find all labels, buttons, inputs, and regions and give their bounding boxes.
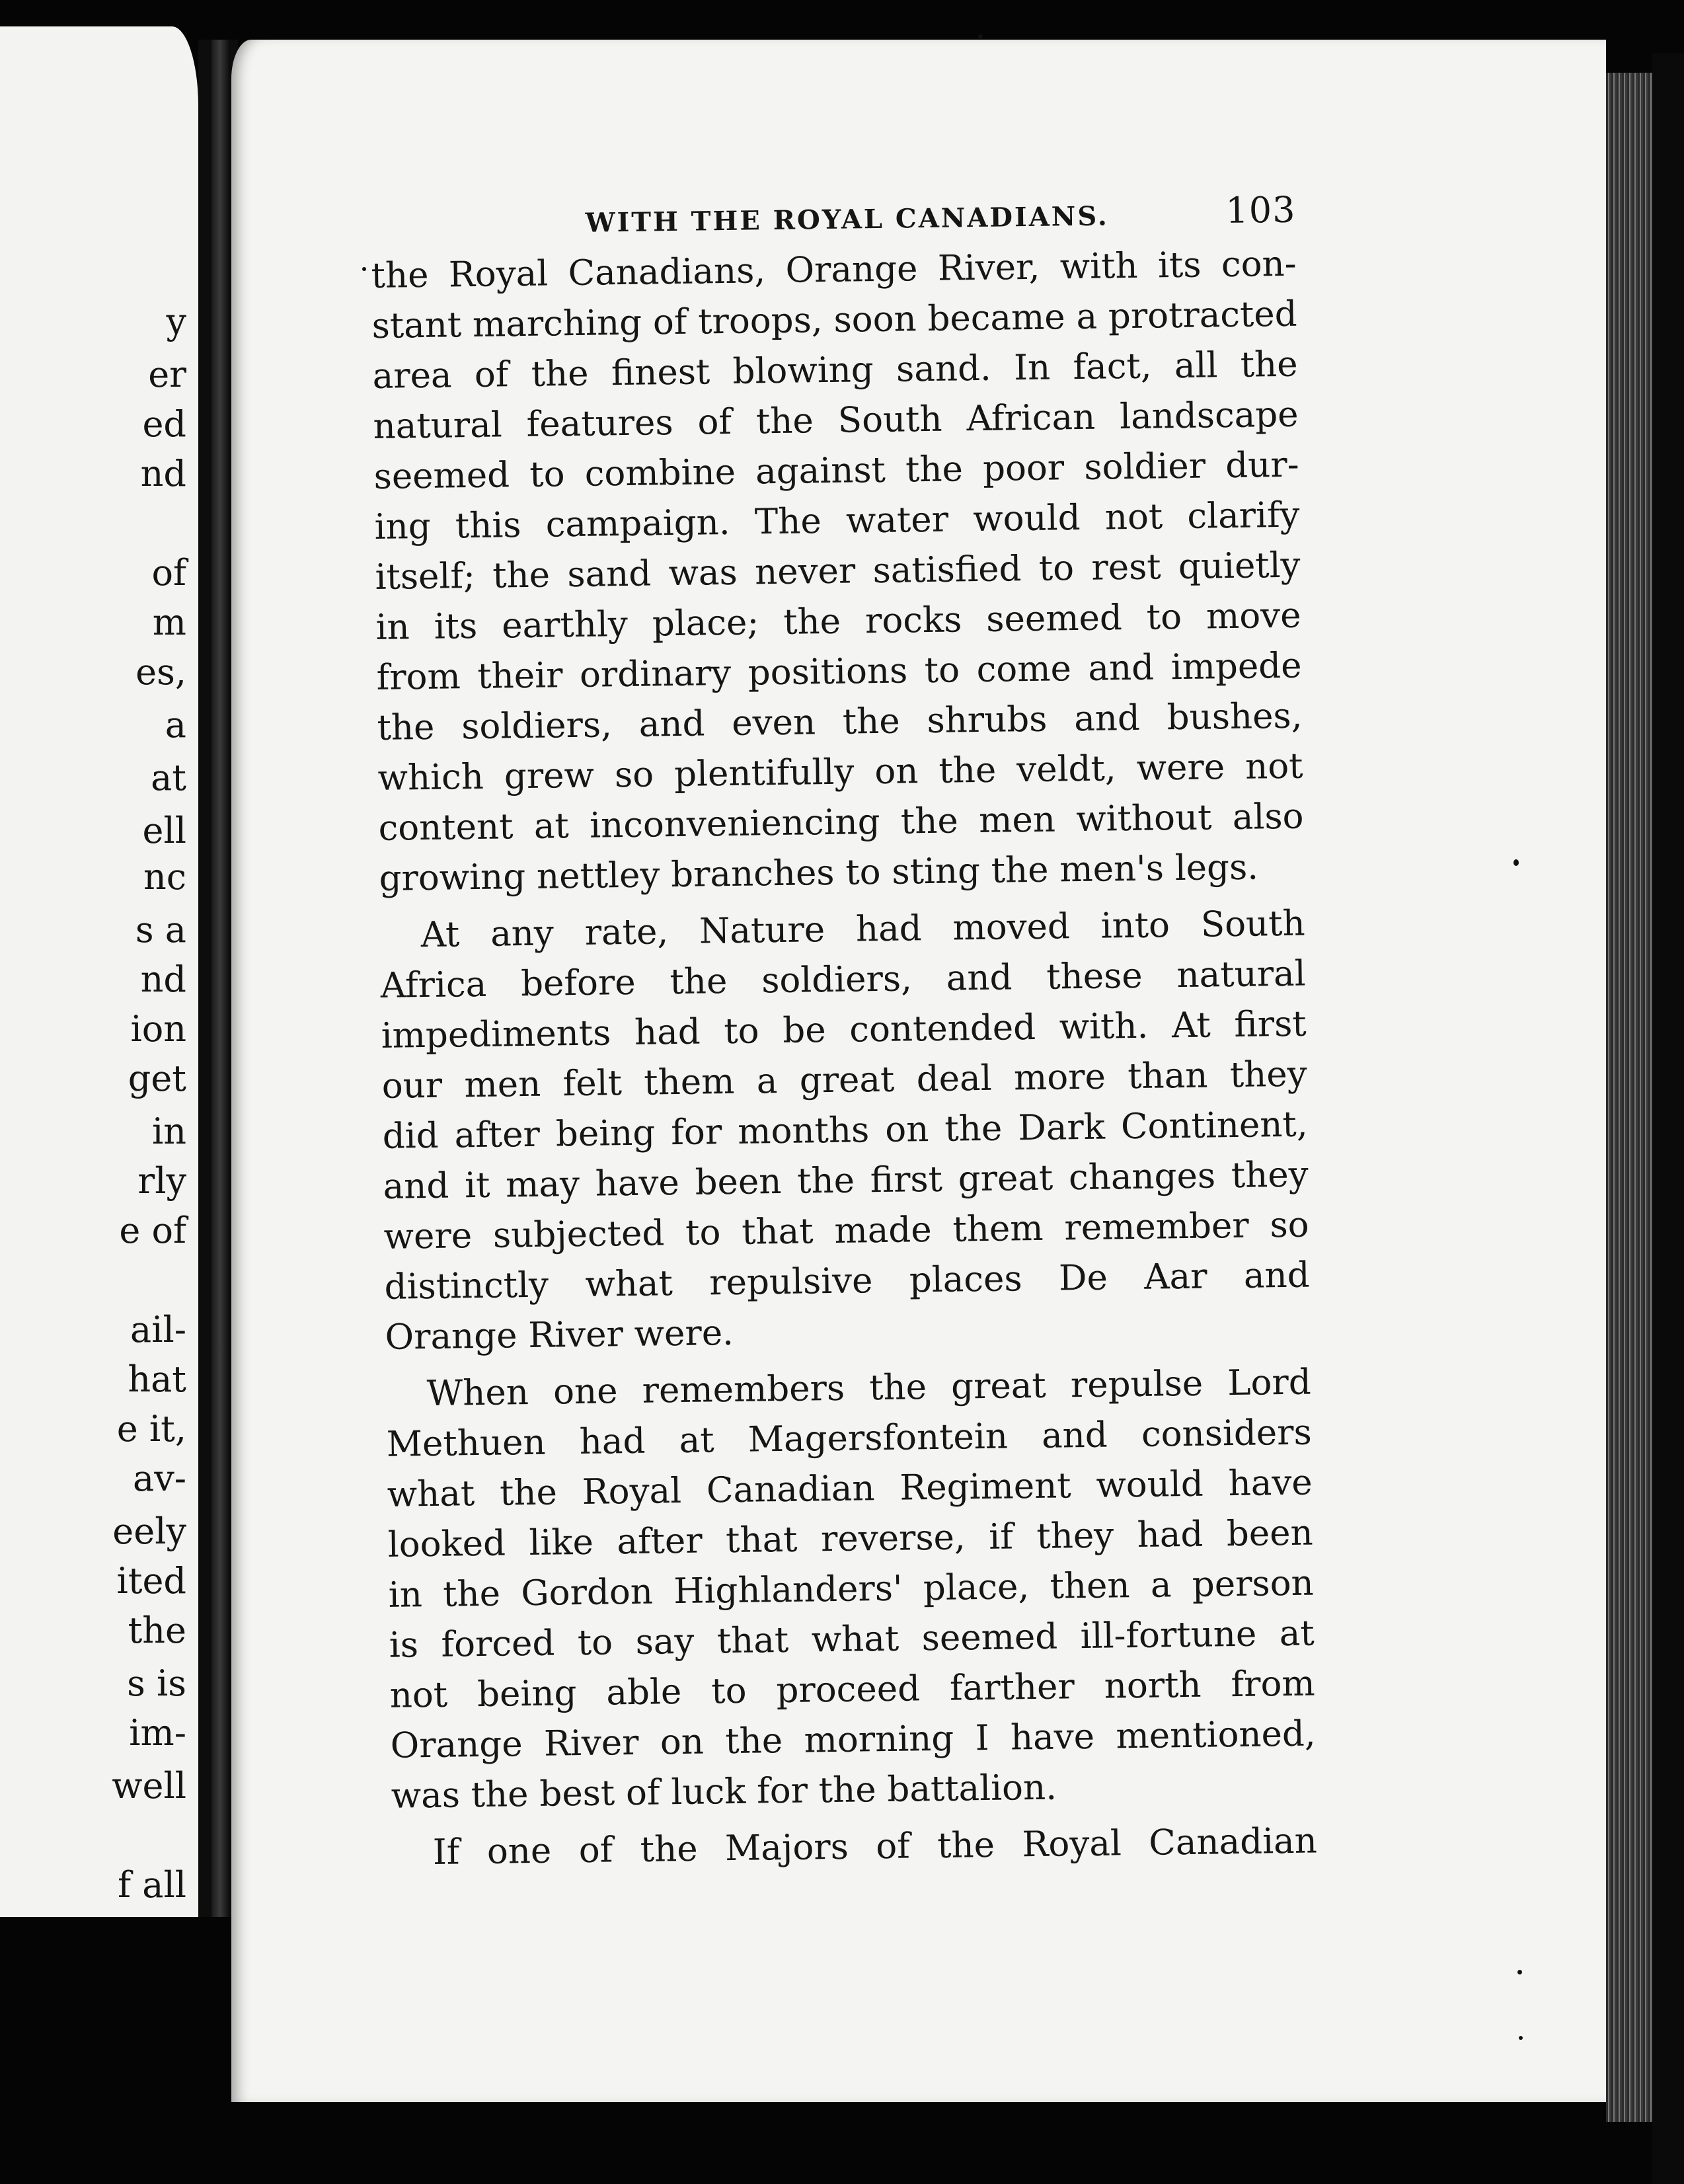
previous-page-fragment: a xyxy=(165,704,186,746)
text-line: distinctly what repulsive places De Aar and xyxy=(384,1255,1310,1307)
previous-page-fragment: nd xyxy=(140,453,186,494)
text-line: and it may have been the first great changes they xyxy=(383,1154,1309,1207)
text-line: our men felt them a great deal more than they xyxy=(381,1054,1307,1107)
text-line: was the best of luck for the battalion. xyxy=(391,1767,1057,1816)
text-line: area of the finest blowing sand. In fact, all the xyxy=(372,344,1298,397)
previous-page-fragment: e of xyxy=(119,1210,186,1251)
previous-page-fragment: in xyxy=(151,1111,186,1152)
previous-page-fragment: eely xyxy=(112,1510,186,1552)
text-line: stant marching of troops, soon became a protracted xyxy=(371,293,1298,346)
page-block-edge xyxy=(1606,73,1659,2122)
text-line: in its earthly place; the rocks seemed to move xyxy=(375,595,1301,648)
text-line: growing nettley branches to sting the men's legs. xyxy=(379,847,1259,899)
previous-page-fragment: hat xyxy=(128,1358,186,1400)
text-line: If one of the Majors of the Royal Canadian xyxy=(432,1820,1318,1873)
page-header xyxy=(370,180,1296,251)
previous-page-fragment: f all xyxy=(118,1864,186,1906)
gutter-edge xyxy=(211,40,229,1917)
previous-page-fragment: es, xyxy=(135,651,186,693)
text-line: from their ordinary positions to come and impede xyxy=(376,645,1302,698)
previous-page-fragment: av- xyxy=(133,1458,186,1499)
previous-page-fragment: ed xyxy=(142,403,186,445)
paragraph xyxy=(385,1358,1317,1822)
previous-page-fragment: er xyxy=(148,354,186,395)
page-content xyxy=(370,180,1317,1879)
text-line: is forced to say that what seemed ill-fortune at xyxy=(389,1613,1315,1666)
previous-page-fragment: s a xyxy=(135,909,186,951)
page-number: 103 xyxy=(1225,188,1296,232)
paragraph xyxy=(371,239,1305,904)
text-line: which grew so plentifully on the veldt, were not xyxy=(377,746,1303,799)
previous-page xyxy=(0,26,198,1917)
book-cover-edge xyxy=(1652,53,1684,2184)
paragraph xyxy=(379,899,1311,1363)
previous-page-fragment: rly xyxy=(137,1160,186,1202)
text-line: the Royal Canadians, Orange River, with its con- xyxy=(371,243,1297,296)
text-line: in the Gordon Highlanders' place, then a person xyxy=(388,1563,1315,1616)
text-line: itself; the sand was never satisfied to rest quietly xyxy=(375,545,1301,598)
text-line: did after being for months on the Dark Continent, xyxy=(382,1104,1308,1157)
text-line: seemed to combine against the poor soldier dur- xyxy=(373,444,1299,497)
previous-page-fragment: get xyxy=(128,1058,186,1099)
running-head: WITH THE ROYAL CANADIANS. xyxy=(585,200,1109,239)
previous-page-fragment: ell xyxy=(142,810,186,851)
previous-page-fragment: nc xyxy=(143,856,186,898)
previous-page-fragment: im- xyxy=(129,1712,186,1754)
previous-page-fragment: ail- xyxy=(130,1309,186,1350)
text-line: When one remembers the great repulse Lord xyxy=(426,1362,1312,1415)
previous-page-fragment: y xyxy=(166,301,186,342)
previous-page-fragment: of xyxy=(151,552,186,594)
previous-page-fragment: at xyxy=(151,757,186,799)
previous-page-fragment: ited xyxy=(116,1560,186,1602)
text-line: what the Royal Canadian Regiment would have xyxy=(387,1462,1313,1515)
text-line: the soldiers, and even the shrubs and bushes, xyxy=(377,695,1303,748)
previous-page-fragment: e it, xyxy=(116,1408,186,1450)
body-text xyxy=(371,239,1317,1879)
text-line: At any rate, Nature had moved into South xyxy=(420,903,1306,956)
text-line: were subjected to that made them remember so xyxy=(383,1204,1309,1257)
previous-page-fragment: well xyxy=(112,1765,186,1807)
text-line: Methuen had at Magersfontein and considers xyxy=(386,1412,1313,1465)
text-line: Orange River were. xyxy=(385,1312,734,1358)
text-line: impediments had to be contended with. At first xyxy=(381,1003,1307,1056)
text-line: content at inconveniencing the men without also xyxy=(378,796,1304,849)
text-line: ing this campaign. The water would not clarify xyxy=(374,494,1300,547)
previous-page-fragment: ion xyxy=(130,1008,186,1050)
text-line: Africa before the soldiers, and these natural xyxy=(380,953,1307,1006)
text-line: not being able to proceed farther north from xyxy=(389,1663,1316,1716)
text-line: natural features of the South African landscape xyxy=(373,394,1299,447)
text-line: looked like after that reverse, if they had been xyxy=(387,1512,1314,1565)
previous-page-fragment: the xyxy=(128,1610,186,1651)
previous-page-fragment: s is xyxy=(127,1662,186,1704)
previous-page-fragment: m xyxy=(152,602,186,643)
text-line: Orange River on the morning I have mentioned, xyxy=(390,1713,1317,1766)
previous-page-fragment: nd xyxy=(140,958,186,1000)
